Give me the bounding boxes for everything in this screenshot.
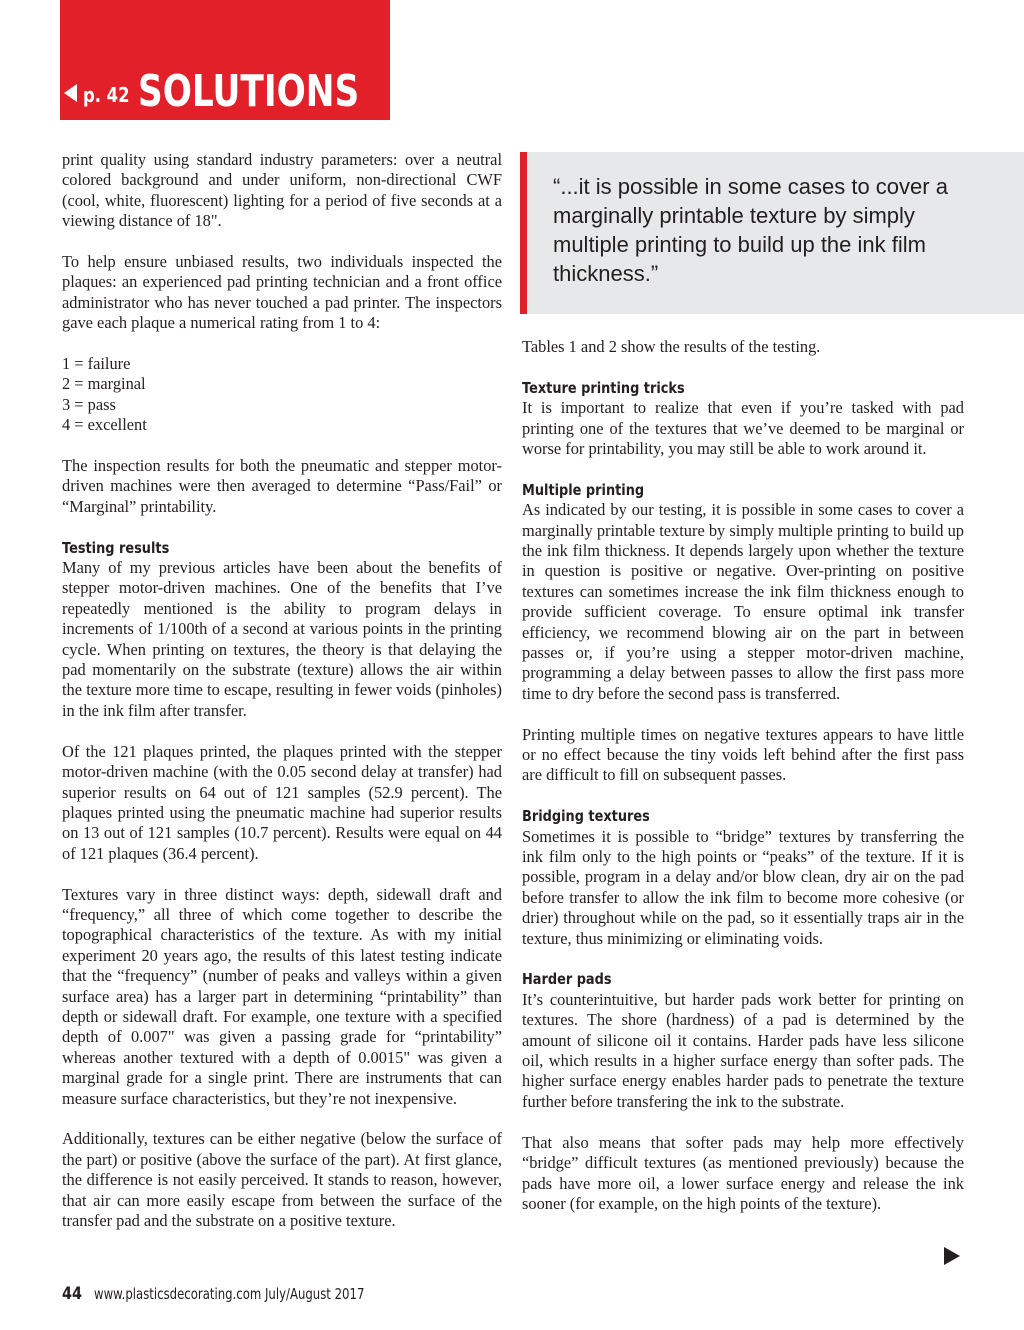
subheading-multiple-printing: Multiple printing (522, 480, 645, 499)
paragraph: To help ensure unbiased results, two individuals inspected the plaques: an experienced pad printing technician and a front office administrator who has never touched a pad printer. The inspectors gave each plaque a numerical rating from 1 to 4: (62, 252, 502, 333)
paragraph: Many of my previous articles have been about the benefits of stepper motor-driven machines. One of the benefits that I’ve repeatedly mentioned is the ability to program delays in increments of 1/100th of a second at various points in the printing cycle. When printing on textures, the theory is that delaying the pad momentarily on the substrate (texture) allows the air within the texture more time to escape, resulting in fewer voids (pinholes) in the ink film after transfer. (62, 558, 502, 720)
rating-list (62, 354, 502, 436)
section-header (62, 62, 421, 117)
left-triangle-arrow-icon[interactable] (64, 84, 77, 102)
rating-item: 3 = pass (62, 394, 116, 414)
left-column (62, 150, 502, 1231)
rating-item: 1 = failure (62, 354, 131, 374)
paragraph: It is important to realize that even if you’re tasked with pad printing one of the textures that we’ve deemed to be marginal or worse for printability, you may still be able to work around it. (522, 398, 964, 458)
paragraph: Of the 121 plaques printed, the plaques printed with the stepper motor-driven machine (with the 0.05 second delay at transfer) had superior results on 64 out of 121 samples (52.9 percent). The plaques printed using the pneumatic machine had superior results on 13 out of 121 samples (10.7 percent). Results were equal on 44 of 121 plaques (36.4 percent). (62, 741, 502, 863)
right-column (522, 337, 964, 1214)
previous-page-reference[interactable]: p. 42 (83, 83, 130, 107)
paragraph: It’s counterintuitive, but harder pads work better for printing on textures. The shore (hardness) of a pad is determined by the amount of silicone oil it contains. Harder pads have less silicone oil, which results in a higher surface energy than softer pads. The higher surface energy enables harder pads to penetrate the texture further before transfering the ink to the substrate. (522, 989, 964, 1111)
page-number: 44 (62, 1284, 83, 1304)
paragraph: As indicated by our testing, it is possible in some cases to cover a marginally printable texture by simply multiple printing to build up the ink film thickness. It depends largely upon whether the texture in question is positive or negative. Over-printing on positive textures can sometimes increase the ink film thickness enough to provide sufficient coverage. To ensure optimal ink transfer efficiency, we recommend blowing air on the part in between passes or, if you’re using a stepper motor-driven machine, programming a delay between passes to allow the first pass more time to dry before the second pass is transferred. (522, 500, 964, 703)
paragraph: Sometimes it is possible to “bridge” textures by transferring the ink film only to the high points or “peaks” of the texture. If it is possible, program in a delay and/or blow clean, dry air on the pad before transfer to allow the ink film to become more cohesive (or drier) throughout while on the pad, so it essentially traps air in the texture, thus minimizing or eliminating voids. (522, 826, 964, 948)
pull-quote-accent-bar (520, 152, 527, 314)
page-footer (62, 1284, 440, 1304)
footer-publication-info: www.plasticsdecorating.com July/August 2017 (93, 1285, 365, 1303)
paragraph: That also means that softer pads may help more effectively “bridge” difficult textures (as mentioned previously) because the pads have more oil, a lower surface energy and release the ink sooner (for example, on the high points of the texture). (522, 1132, 964, 1213)
right-triangle-arrow-icon[interactable] (944, 1247, 960, 1265)
rating-item: 4 = excellent (62, 415, 147, 435)
paragraph: print quality using standard industry parameters: over a neutral colored background and under uniform, non-directional CWF (cool, white, fluorescent) lighting for a period of five seconds at a viewing distance of 18". (62, 150, 502, 231)
paragraph: The inspection results for both the pneumatic and stepper motor-driven machines were then averaged to determine “Pass/Fail” or “Marginal” printability. (62, 456, 502, 516)
paragraph: Printing multiple times on negative textures appears to have little or no effect because the tiny voids left behind after the first pass are difficult to fill on subsequent passes. (522, 724, 964, 785)
paragraph: Tables 1 and 2 show the results of the testing. (522, 337, 821, 356)
rating-item: 2 = marginal (62, 374, 146, 394)
subheading-texture-printing-tricks: Texture printing tricks (522, 378, 685, 397)
pull-quote-text: “...it is possible in some cases to cover a marginally printable texture by simply multiple printing to build up the ink film thickness.” (553, 174, 948, 286)
subheading-harder-pads: Harder pads (522, 970, 612, 989)
subheading-bridging-textures: Bridging textures (522, 807, 650, 826)
section-title: SOLUTIONS (137, 66, 359, 117)
subheading-testing-results: Testing results (62, 538, 170, 557)
paragraph: Textures vary in three distinct ways: depth, sidewall draft and “frequency,” all three of which come together to describe the topographical characteristics of the texture. As with my initial experiment 20 years ago, the results of this latest testing indicate that the “frequency” (number of peaks and valleys within a given surface area) has a larger part in determining “printability” than depth or sidewall draft. For example, one texture with a specified depth of 0.007" was given a passing grade for “printability” whereas another textured with a depth of 0.0015" was given a marginal grade for a single print. There are instruments that can measure surface characteristics, but they’re not inexpensive. (62, 884, 502, 1108)
paragraph: Additionally, textures can be either negative (below the surface of the part) or positive (above the surface of the part). At first glance, the difference is not easily perceived. It stands to reason, however, that air can more easily escape from between the surface of the transfer pad and the substrate on a positive texture. (62, 1129, 502, 1230)
